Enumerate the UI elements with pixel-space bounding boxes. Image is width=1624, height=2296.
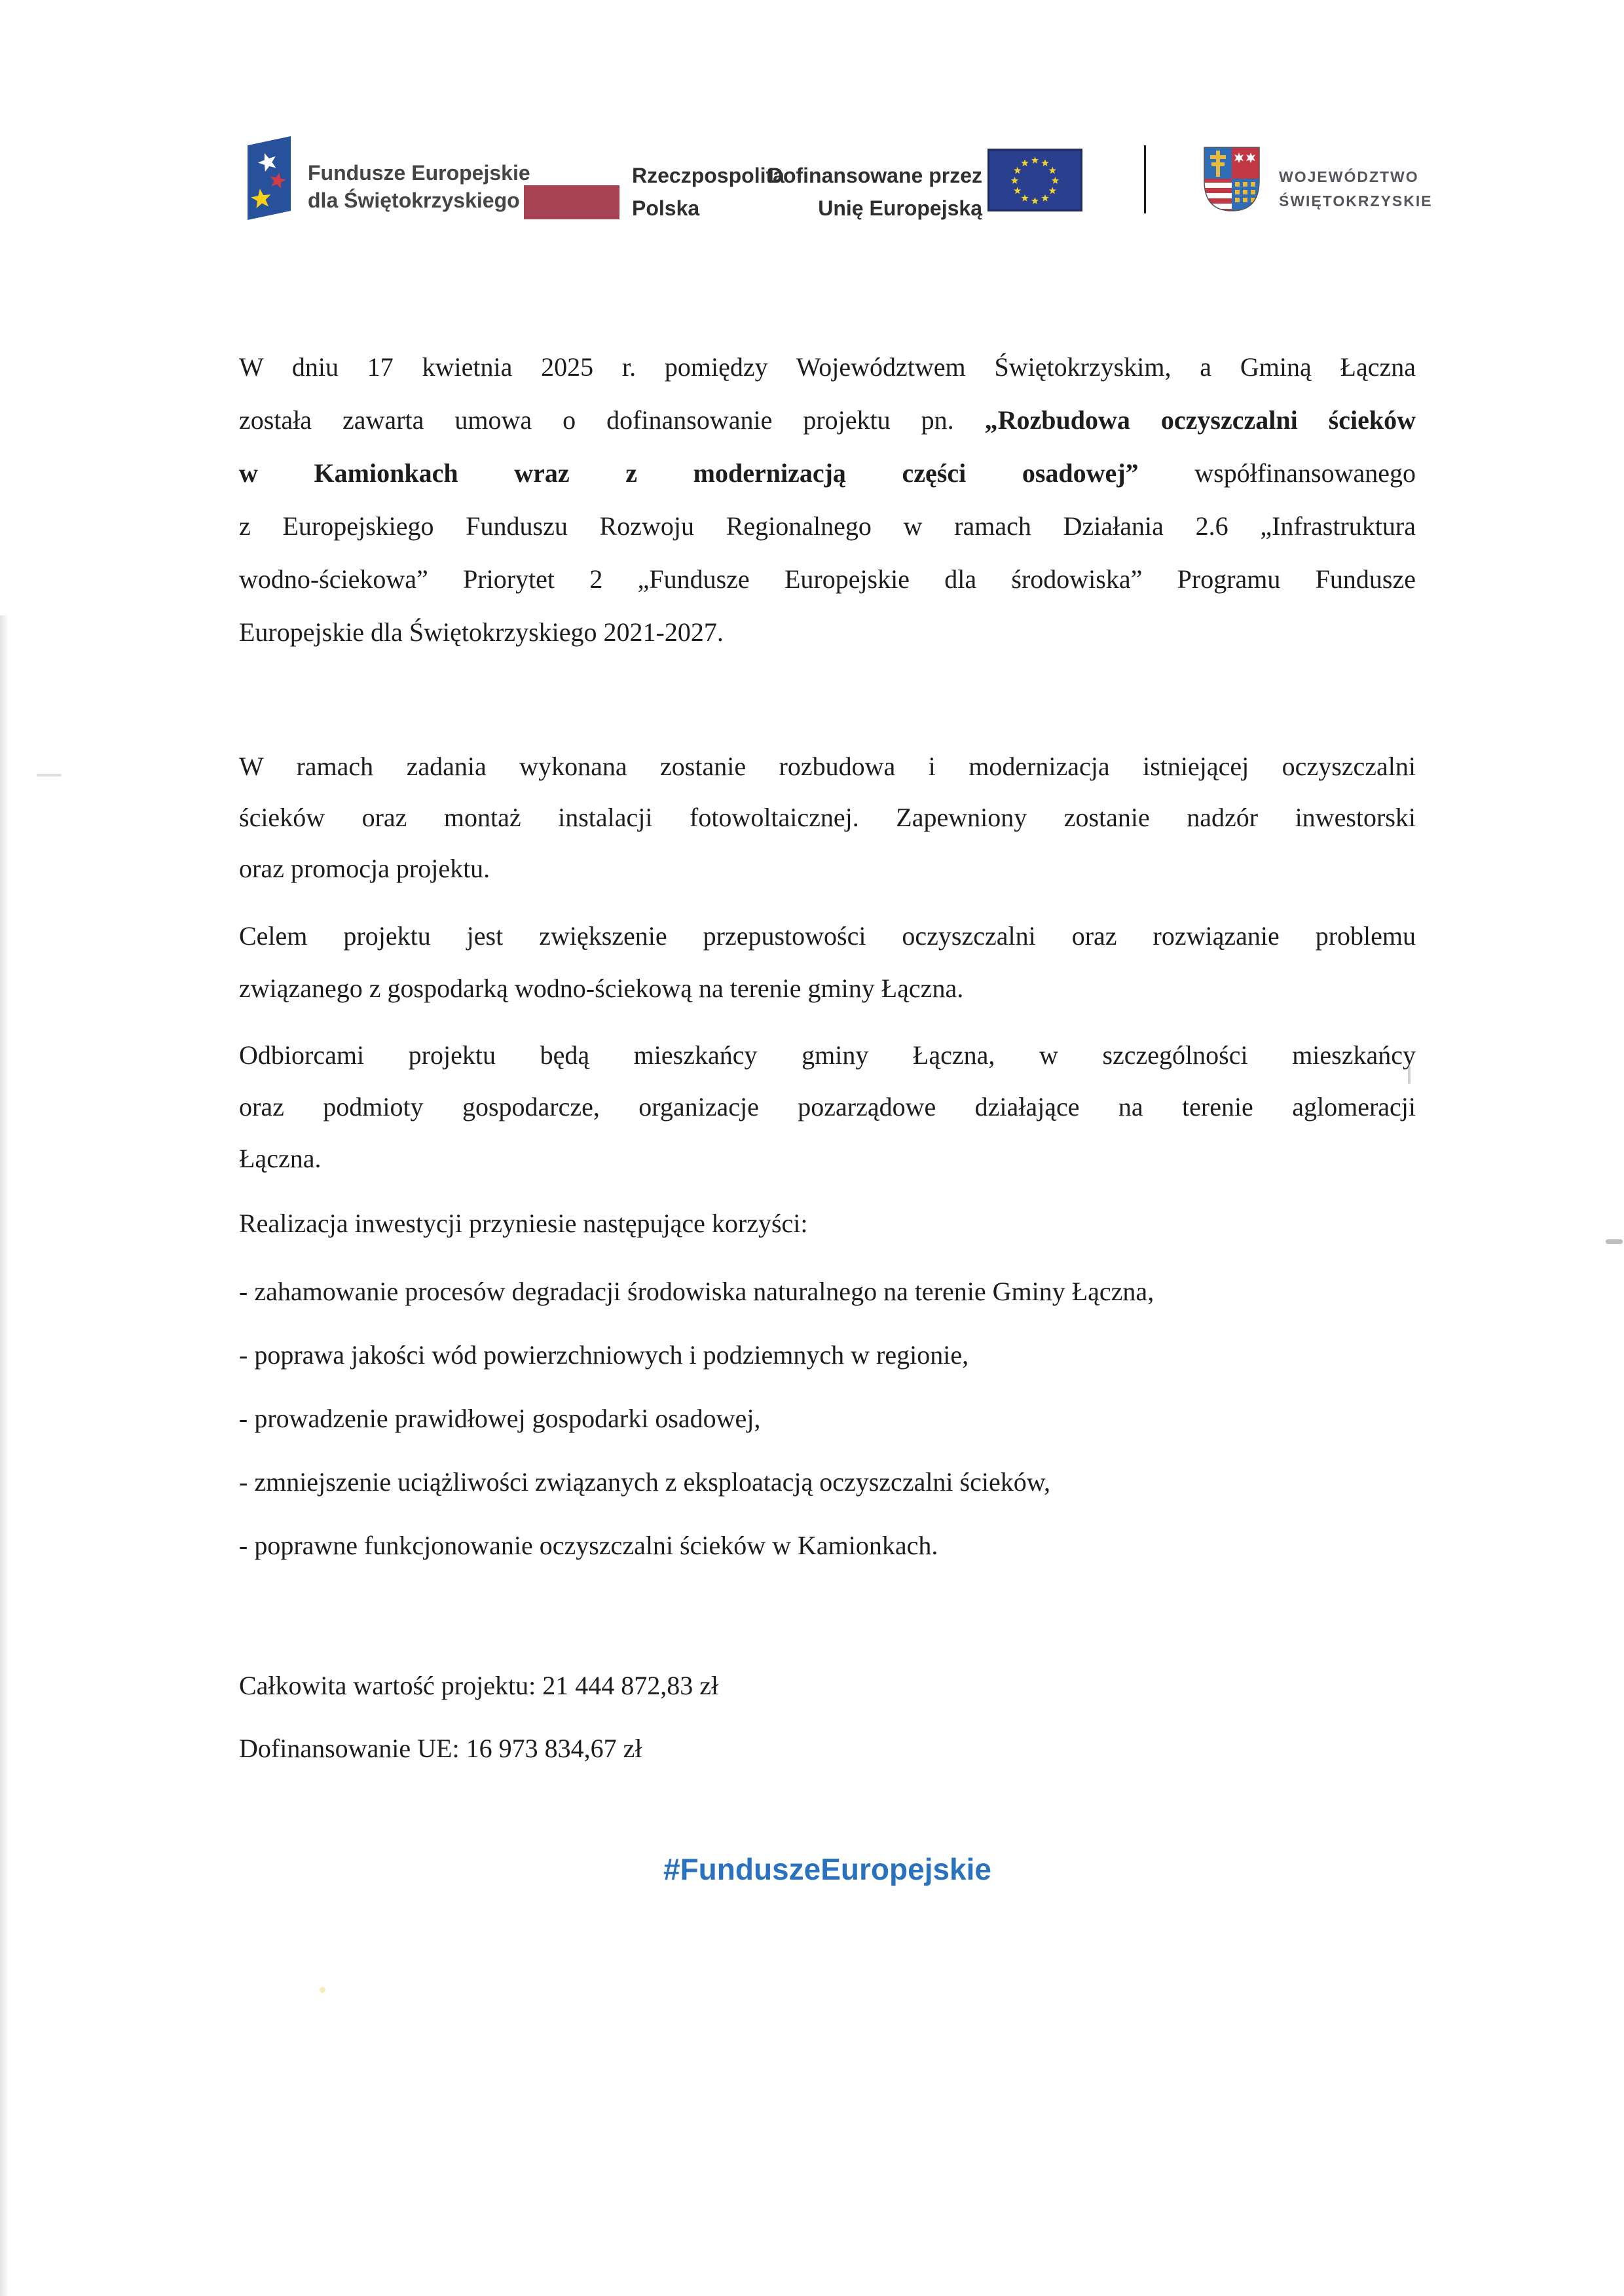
fe-logo-label-line1: Fundusze Europejskie xyxy=(308,161,530,185)
text-segment: - zahamowanie procesów degradacji środowiska naturalnego na terenie Gminy Łączna, xyxy=(239,1277,1154,1306)
voivodeship-label-line2: ŚWIĘTOKRZYSKIE xyxy=(1279,192,1433,210)
text-segment: Dofinansowanie UE: 16 973 834,67 zł xyxy=(239,1734,642,1763)
shield-cross-bar1 xyxy=(1210,155,1226,159)
poland-flag-red-half xyxy=(524,185,619,219)
fe-flag-shape xyxy=(248,136,291,220)
poland-flag-icon xyxy=(524,151,619,219)
text-line xyxy=(239,1133,1416,1184)
text-line xyxy=(239,500,1416,553)
document-body xyxy=(239,340,1416,1780)
text-segment: Odbiorcami projektu będą mieszkańcy gminy Łączna, w szczególności mieszkańcy xyxy=(239,1040,1416,1070)
scan-speck xyxy=(37,774,62,776)
bold-text: „Rozbudowa oczyszczalni ścieków xyxy=(984,405,1416,435)
text-segment: została zawarta umowa o dofinansowanie projektu pn. xyxy=(239,405,985,435)
text-segment: ścieków oraz montaż instalacji fotowoltaicznej. Zapewniony zostanie nadzór inwestorski xyxy=(239,803,1416,832)
shield-quarter-eagles xyxy=(1232,147,1260,179)
text-line xyxy=(239,1654,1416,1717)
poland-label-line2: Polska xyxy=(632,196,700,220)
text-segment: współfinansowanego xyxy=(1138,458,1416,488)
hashtag: #FunduszeEuropejskie xyxy=(663,1852,991,1886)
fe-logo-label-line2: dla Świętokrzyskiego xyxy=(308,189,520,212)
text-line xyxy=(239,1197,1416,1250)
text-line xyxy=(239,393,1416,446)
text-segment: - poprawne funkcjonowanie oczyszczalni ścieków w Kamionkach. xyxy=(239,1531,938,1560)
shield-dot xyxy=(1235,190,1240,194)
fundusze-europejskie-flag-icon xyxy=(248,135,291,220)
paragraph-p2 xyxy=(239,741,1416,894)
shield-dot xyxy=(1243,198,1247,202)
text-segment: wodno-ściekowa” Priorytet 2 „Fundusze Europejskie dla środowiska” Programu Fundusze xyxy=(239,564,1416,594)
document-text-column xyxy=(239,340,1416,1901)
shield-dot xyxy=(1235,198,1240,202)
bold-text: w Kamionkach wraz z modernizacją części osadowej” xyxy=(239,458,1139,488)
text-line xyxy=(239,1514,1416,1577)
text-segment: W ramach zadania wykonana zostanie rozbudowa i modernizacja istniejącej oczyszczalni xyxy=(239,752,1416,781)
text-line xyxy=(239,792,1416,843)
text-line xyxy=(239,1717,1416,1780)
text-segment: - zmniejszenie uciążliwości związanych z eksploatacją oczyszczalni ścieków, xyxy=(239,1467,1051,1497)
text-segment: oraz promocja projektu. xyxy=(239,854,490,883)
poland-flag-white-half xyxy=(524,151,619,185)
shield-dot xyxy=(1243,190,1247,194)
text-segment: W dniu 17 kwietnia 2025 r. pomiędzy Województwem Świętokrzyskim, a Gminą Łączna xyxy=(239,352,1416,382)
text-segment: - poprawa jakości wód powierzchniowych i podziemnych w regionie, xyxy=(239,1340,969,1370)
text-line xyxy=(239,553,1416,606)
text-line xyxy=(239,340,1416,393)
poland-label-line1: Rzeczpospolita xyxy=(632,164,784,187)
shield-dot xyxy=(1251,182,1255,187)
voivodeship-label xyxy=(1279,165,1433,213)
text-line xyxy=(239,1029,1416,1081)
text-line xyxy=(239,843,1416,894)
text-segment: Europejskie dla Świętokrzyskiego 2021-2027. xyxy=(239,617,724,647)
paragraph-p1 xyxy=(239,340,1416,659)
fe-logo-label xyxy=(308,159,530,214)
scan-speck xyxy=(1606,1239,1623,1244)
eu-flag-icon xyxy=(987,149,1082,211)
text-line xyxy=(239,1323,1416,1387)
text-line xyxy=(239,1081,1416,1133)
eu-funding-label-line1: Dofinansowane przez xyxy=(767,164,982,187)
shield-dot xyxy=(1251,190,1255,194)
scan-speck xyxy=(320,1987,325,1993)
shield-dot xyxy=(1235,182,1240,187)
voivodeship-label-line1: WOJEWÓDZTWO xyxy=(1279,168,1419,185)
paragraph-bullets xyxy=(239,1260,1416,1577)
text-segment: Łączna. xyxy=(239,1144,322,1173)
text-line xyxy=(239,1387,1416,1450)
text-line xyxy=(239,910,1416,962)
eu-funding-label xyxy=(753,159,982,225)
paragraph-totals xyxy=(239,1654,1416,1780)
paragraph-p5 xyxy=(239,1197,1416,1250)
paragraph-p3 xyxy=(239,910,1416,1015)
paragraph-p4 xyxy=(239,1029,1416,1184)
text-segment: oraz podmioty gospodarcze, organizacje pozarządowe działające na terenie aglomeracji xyxy=(239,1092,1416,1121)
text-line xyxy=(239,446,1416,500)
shield-dot xyxy=(1243,182,1247,187)
swietokrzyskie-coat-of-arms-icon xyxy=(1204,147,1260,211)
text-segment: z Europejskiego Funduszu Rozwoju Regionalnego w ramach Działania 2.6 „Infrastruktura xyxy=(239,511,1416,541)
text-line xyxy=(239,1260,1416,1323)
shield-cross-bar2 xyxy=(1211,162,1225,166)
shield-stripe xyxy=(1204,183,1232,188)
text-segment: związanego z gospodarką wodno-ściekową na terenie gminy Łączna. xyxy=(239,974,964,1003)
text-line xyxy=(239,1450,1416,1514)
scan-edge-artifact xyxy=(0,615,8,2296)
text-segment: Celem projektu jest zwiększenie przepustowości oczyszczalni oraz rozwiązanie problemu xyxy=(239,921,1416,951)
text-segment: Całkowita wartość projektu: 21 444 872,83 zł xyxy=(239,1671,719,1700)
text-segment: Realizacja inwestycji przyniesie następujące korzyści: xyxy=(239,1209,808,1238)
text-segment: - prowadzenie prawidłowej gospodarki osadowej, xyxy=(239,1404,761,1433)
text-line xyxy=(239,962,1416,1015)
text-line xyxy=(239,606,1416,659)
eu-funding-label-line2: Unię Europejską xyxy=(818,196,982,220)
divider-line xyxy=(1144,145,1146,213)
text-line xyxy=(239,741,1416,792)
